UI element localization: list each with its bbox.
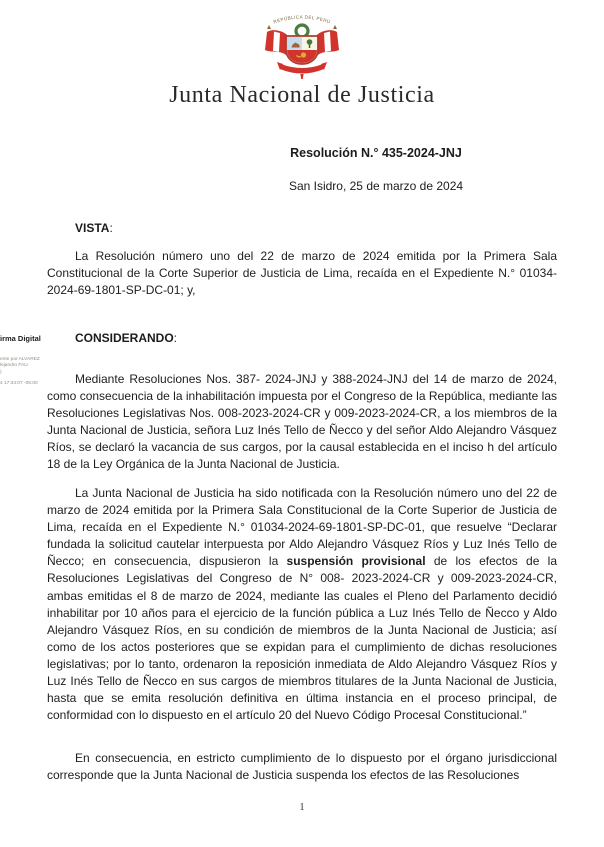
stamp-line: 4 17:34:07 -05:00 [0,380,38,386]
considerando-heading [75,331,177,345]
stamp-line: ) [0,369,2,375]
considerando-paragraph-3: En consecuencia, en estricto cumplimiento de lo dispuesto por el órgano jurisdiccional corresponde que la Junta Nacional de Justicia suspenda los efectos de las Resoluciones [47,751,557,783]
svg-text:REPÚBLICA DEL PERÚ [273,14,332,24]
page-number: 1 [299,801,305,813]
right-flag [316,30,339,55]
stamp-line: lejandro FAU [0,363,28,369]
paragraph-2-bold-phrase: suspensión provisional [286,554,426,569]
considerando-heading-label: CONSIDERANDO [75,331,174,345]
resolution-number: Resolución N.° 435-2024-JNJ [290,146,462,160]
left-spear-tip [267,25,271,29]
coat-motto-text: REPÚBLICA DEL PERÚ [272,14,332,25]
stamp-title: irma Digital [0,334,41,343]
cornucopia-figure [301,52,306,57]
considerando-paragraph-1: Mediante Resoluciones Nos. 387- 2024-JNJ y 388-2024-JNJ del 14 de marzo de 2024, como consecuencia de la inhabilitación impuesta por el Congreso de la República, mediante las Resoluciones Legislativas Nos. 008-2023-2024-CR y 009-2023-2024-CR, a los miembros de la Junta Nacional de Justicia, señora Luz Inés Tello de Ñecco y del señor Aldo Alejandro Vásquez Ríos, se declaró la vacancia de sus cargos, por la causal establecida en el inciso h del artículo 18 de la Ley Orgánica de la Junta Nacional de Justicia. [47,372,557,472]
paragraph-2-text: de los efectos de la Resoluciones Legislativas del Congreso de N° 008- 2023-2024-CR y 009-2023-2024-CR, ambas emitidas el 8 de marzo de 2024, mediante las cuales el Pleno del Parlamento decidió inhabilitar por 10 años para el ejercicio de la función pública a Luz Inés Tello de Ñecco y Aldo Alejandro Vásquez Ríos, en su condición de miembros de la Junta Nacional de Justicia; así como de los actos posteriores que se expidan para el cumplimiento de dichas resoluciones legislativas; por lo tanto, ordenaron la reposición inmediata de Aldo Alejandro Vásquez Ríos y Luz Inés Tello de Ñecco en sus cargos de miembros titulares de la Junta Nacional de Justicia, hasta que se emita resolución definitiva en última instancia en el proceso principal, de conformidad con lo dispuesto en el artículo 20 del Nuevo Código Procesal Constitucional.” [47,554,558,723]
resolution-header [190,146,562,193]
vista-paragraph: La Resolución número uno del 22 de marzo de 2024 emitida por la Primera Sala Constitucional de la Corte Superior de Justicia de Lima, recaída en el Expediente N.° 01034-2024-69-1801-SP-DC-01; y, [47,249,557,298]
considerando-heading-colon: : [173,331,178,345]
paragraph-2-text: La Junta Nacional de Justicia ha sido notificada con la Resolución número uno del 22 de marzo de 2024 emitida por la Primera Sala Constitucional de la Corte Superior de Justicia de Lima, recaída en el Expediente N.° 01034-2024-69-1801-SP-DC-01, que resuelve “Declarar fundada la solicitud cautelar interpuesta por Aldo Alejandro Vásquez Ríos y Luz Inés Tello de Ñecco; en consecuencia, dispusieron la [47,486,557,569]
shield [286,36,318,64]
resolution-place-date: San Isidro, 25 de marzo de 2024 [288,179,464,193]
stamp-line: ente por ALVAREZ [0,357,40,362]
left-flag [265,30,288,55]
peru-coat-of-arms-icon [258,12,346,80]
vista-heading-label: VISTA [75,221,110,235]
vista-heading [75,221,113,235]
institution-title: Junta Nacional de Justicia [169,82,435,108]
considerando-paragraph-2 [47,485,557,724]
vista-heading-colon: : [109,221,113,235]
right-spear-tip [333,25,337,29]
quina-tree-figure [307,39,313,45]
